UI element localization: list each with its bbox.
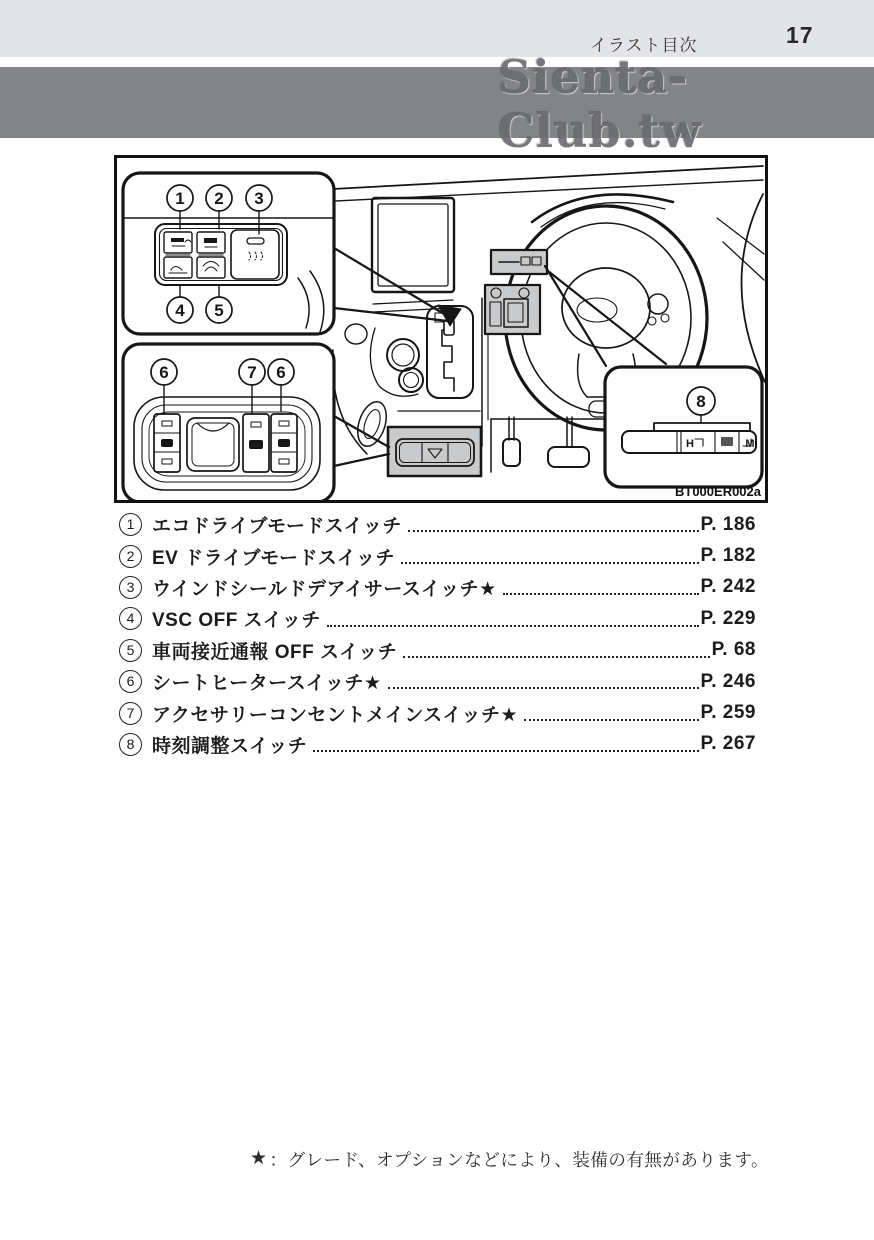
svg-text:4: 4 — [175, 301, 185, 320]
callout-box-dash-switches — [123, 173, 334, 334]
clock-area-highlight — [491, 250, 547, 274]
item-page-ref: P. 267 — [700, 733, 756, 755]
clock-00-icon — [721, 437, 733, 446]
item-page-ref: P. 242 — [700, 576, 756, 598]
dot-leader — [408, 530, 699, 532]
item-label: 車両接近通報 OFF スイッチ — [152, 641, 398, 663]
watermark: Sienta-Club.tw — [498, 50, 702, 158]
page-header — [0, 0, 874, 57]
item-label: EV ドライブモードスイッチ — [152, 547, 396, 569]
section-title: イラスト目次 — [590, 36, 698, 55]
dot-leader — [503, 593, 699, 595]
footnote — [250, 1147, 769, 1172]
dot-leader — [388, 687, 699, 689]
climate-knob-small — [399, 368, 423, 392]
svg-text:2: 2 — [214, 189, 224, 208]
list-item — [119, 666, 756, 697]
item-label: VSC OFF スイッチ — [152, 610, 321, 632]
list-item — [119, 603, 756, 634]
item-label: アクセサリーコンセントメインスイッチ★ — [152, 704, 519, 726]
dot-leader — [313, 750, 698, 752]
footnote-text: ：グレード、オプションなどにより、装備の有無があります。 — [269, 1150, 769, 1170]
item-label: 時刻調整スイッチ — [152, 735, 308, 757]
svg-text:3: 3 — [254, 189, 264, 208]
item-number: 8 — [119, 733, 142, 756]
dot-leader — [327, 625, 699, 627]
item-label: エコドライブモードスイッチ — [152, 516, 402, 538]
svg-text:1: 1 — [175, 189, 185, 208]
dashboard-illustration — [114, 155, 768, 503]
dot-leader — [401, 562, 699, 564]
svg-text:7: 7 — [247, 363, 257, 382]
dash-switch-panel-highlight — [485, 285, 540, 334]
list-item — [119, 697, 756, 728]
item-number: 5 — [119, 639, 142, 662]
svg-text:6: 6 — [159, 363, 169, 382]
callout-box-console-switches — [123, 344, 334, 500]
side-vent — [353, 398, 392, 450]
list-item — [119, 729, 756, 760]
item-number: 7 — [119, 702, 142, 725]
list-item — [119, 635, 756, 666]
illustrated-index-list — [119, 509, 756, 760]
seat-heater-icon — [161, 439, 173, 447]
accelerator-pedal — [503, 439, 520, 466]
item-label: ウインドシールドデアイサースイッチ★ — [152, 578, 497, 600]
seat-heater-icon — [278, 439, 290, 447]
item-number: 4 — [119, 607, 142, 630]
star-icon: ★ — [250, 1148, 268, 1169]
item-number: 3 — [119, 576, 142, 599]
callout-box-clock-switch — [605, 367, 762, 487]
list-item — [119, 509, 756, 540]
item-page-ref: P. 229 — [700, 607, 756, 629]
dot-leader — [524, 719, 698, 721]
svg-text:6: 6 — [276, 363, 286, 382]
hazard-button — [345, 324, 367, 344]
list-item — [119, 540, 756, 571]
list-item — [119, 572, 756, 603]
item-number: 6 — [119, 670, 142, 693]
page-number: 17 — [786, 22, 814, 48]
item-page-ref: P. 182 — [700, 545, 756, 567]
item-number: 2 — [119, 545, 142, 568]
accessory-outlet-icon — [249, 440, 263, 449]
clock-hour-button-label: H — [686, 438, 694, 450]
svg-text:8: 8 — [696, 392, 706, 411]
dot-leader — [403, 656, 709, 658]
clock-minute-button-label: M — [745, 438, 755, 450]
item-page-ref: P. 186 — [700, 513, 756, 535]
item-page-ref: P. 246 — [700, 670, 756, 692]
item-number: 1 — [119, 513, 142, 536]
figure-code: BT000ER002a — [675, 484, 761, 499]
right-pillar — [741, 194, 765, 382]
svg-text:5: 5 — [214, 301, 224, 320]
console-switch-highlight — [388, 427, 481, 476]
item-page-ref: P. 68 — [711, 639, 756, 661]
item-page-ref: P. 259 — [700, 702, 756, 724]
highlighted-areas — [388, 250, 547, 476]
brake-pedal — [548, 447, 589, 467]
item-label: シートヒータースイッチ★ — [152, 673, 382, 695]
